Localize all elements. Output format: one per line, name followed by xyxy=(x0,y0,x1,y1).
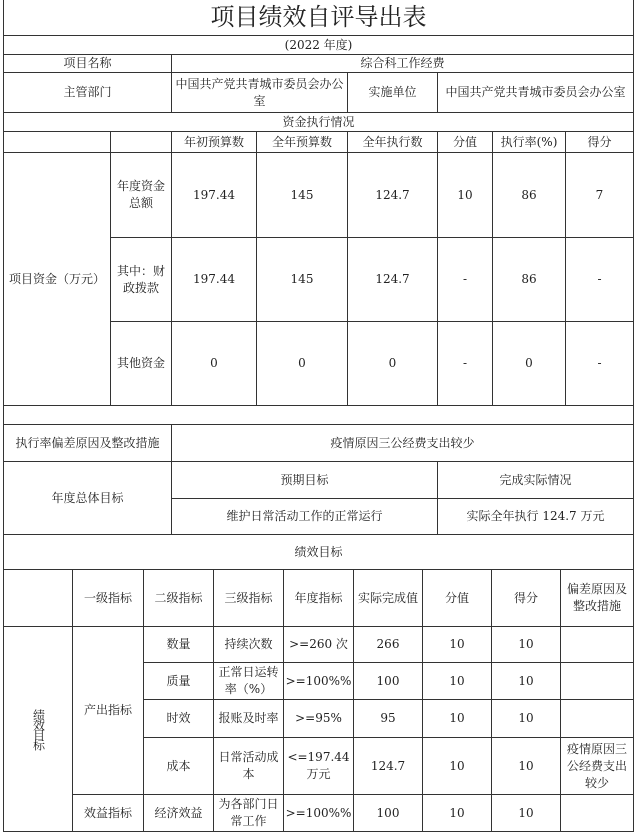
funds-value: - xyxy=(438,238,493,322)
perf-score: 10 xyxy=(492,663,561,700)
perf-header: 年度指标 xyxy=(284,570,354,627)
level1-output: 产出指标 xyxy=(73,627,144,795)
perf-score-value: 10 xyxy=(423,795,492,832)
expected-label: 预期目标 xyxy=(172,462,438,499)
funds-value: - xyxy=(438,322,493,406)
funds-value: 145 xyxy=(257,238,348,322)
funds-value: 0 xyxy=(172,322,257,406)
funds-row-label: 其中：财政拨款 xyxy=(111,238,172,322)
perf-target: <=197.44 万元 xyxy=(284,738,354,795)
funds-row-label: 其他资金 xyxy=(111,322,172,406)
funds-value: - xyxy=(566,322,634,406)
perf-target: >=95% xyxy=(284,700,354,738)
funds-value: 197.44 xyxy=(172,238,257,322)
actual-value: 实际全年执行 124.7 万元 xyxy=(438,499,634,535)
perf-l2: 质量 xyxy=(144,663,214,700)
level1-benefit: 效益指标 xyxy=(73,795,144,832)
impl-value: 中国共产党共青城市委员会办公室 xyxy=(438,73,634,113)
perf-score: 10 xyxy=(492,627,561,663)
perf-l3: 报账及时率 xyxy=(214,700,284,738)
perf-score: 10 xyxy=(492,738,561,795)
funds-header: 年初预算数 xyxy=(172,132,257,153)
perf-header: 三级指标 xyxy=(214,570,284,627)
funds-value: 86 xyxy=(493,153,566,238)
project-name: 综合科工作经费 xyxy=(172,55,634,73)
perf-section-title: 绩效目标 xyxy=(4,535,634,570)
perf-actual: 100 xyxy=(354,795,423,832)
perf-score-value: 10 xyxy=(423,663,492,700)
funds-value: 10 xyxy=(438,153,493,238)
funds-value: 7 xyxy=(566,153,634,238)
impl-label: 实施单位 xyxy=(348,73,438,113)
perf-header: 实际完成值 xyxy=(354,570,423,627)
perf-score-value: 10 xyxy=(423,738,492,795)
funds-value: 124.7 xyxy=(348,153,438,238)
expected-value: 维护日常活动工作的正常运行 xyxy=(172,499,438,535)
perf-header: 二级指标 xyxy=(144,570,214,627)
funds-header: 分值 xyxy=(438,132,493,153)
funds-value: 197.44 xyxy=(172,153,257,238)
perf-group-label: 绩效目标 xyxy=(4,627,73,832)
funds-row-label: 年度资金总额 xyxy=(111,153,172,238)
perf-target: >=260 次 xyxy=(284,627,354,663)
funds-value: - xyxy=(566,238,634,322)
actual-label: 完成实际情况 xyxy=(438,462,634,499)
perf-header: 偏差原因及整改措施 xyxy=(561,570,634,627)
funds-value: 145 xyxy=(257,153,348,238)
perf-target: >=100%% xyxy=(284,795,354,832)
funds-value: 86 xyxy=(493,238,566,322)
funds-value: 0 xyxy=(348,322,438,406)
perf-header: 分值 xyxy=(423,570,492,627)
perf-l3: 日常活动成本 xyxy=(214,738,284,795)
perf-l3: 正常日运转率（%） xyxy=(214,663,284,700)
blank-row xyxy=(4,406,634,425)
perf-score: 10 xyxy=(492,700,561,738)
funds-header: 执行率(%) xyxy=(493,132,566,153)
perf-l2: 经济效益 xyxy=(144,795,214,832)
perf-l3: 持续次数 xyxy=(214,627,284,663)
empty-cell xyxy=(4,570,73,627)
perf-score-value: 10 xyxy=(423,700,492,738)
deviation-label: 执行率偏差原因及整改措施 xyxy=(4,425,172,462)
project-name-label: 项目名称 xyxy=(4,55,172,73)
goal-label: 年度总体目标 xyxy=(4,462,172,535)
perf-actual: 124.7 xyxy=(354,738,423,795)
perf-actual: 100 xyxy=(354,663,423,700)
perf-reason xyxy=(561,700,634,738)
page-title: 项目绩效自评导出表 xyxy=(4,0,634,36)
perf-reason: 疫情原因三公经费支出较少 xyxy=(561,738,634,795)
perf-target: >=100%% xyxy=(284,663,354,700)
funds-group-label: 项目资金（万元） xyxy=(4,153,111,406)
funds-header: 全年执行数 xyxy=(348,132,438,153)
dept-label: 主管部门 xyxy=(4,73,172,113)
perf-l2: 时效 xyxy=(144,700,214,738)
dept-value: 中国共产党共青城市委员会办公室 xyxy=(172,73,348,113)
deviation-value: 疫情原因三公经费支出较少 xyxy=(172,425,634,462)
funds-value: 0 xyxy=(493,322,566,406)
perf-l2: 成本 xyxy=(144,738,214,795)
perf-score-value: 10 xyxy=(423,627,492,663)
funds-section-title: 资金执行情况 xyxy=(4,113,634,132)
perf-header: 一级指标 xyxy=(73,570,144,627)
empty-cell xyxy=(4,132,111,153)
perf-header: 得分 xyxy=(492,570,561,627)
perf-l3: 为各部门日常工作 xyxy=(214,795,284,832)
year-label: (2022 年度) xyxy=(4,36,634,55)
perf-l2: 数量 xyxy=(144,627,214,663)
funds-header: 得分 xyxy=(566,132,634,153)
perf-actual: 266 xyxy=(354,627,423,663)
perf-reason xyxy=(561,663,634,700)
funds-value: 0 xyxy=(257,322,348,406)
perf-score: 10 xyxy=(492,795,561,832)
funds-value: 124.7 xyxy=(348,238,438,322)
perf-actual: 95 xyxy=(354,700,423,738)
perf-reason xyxy=(561,627,634,663)
empty-cell xyxy=(111,132,172,153)
funds-header: 全年预算数 xyxy=(257,132,348,153)
perf-reason xyxy=(561,795,634,832)
